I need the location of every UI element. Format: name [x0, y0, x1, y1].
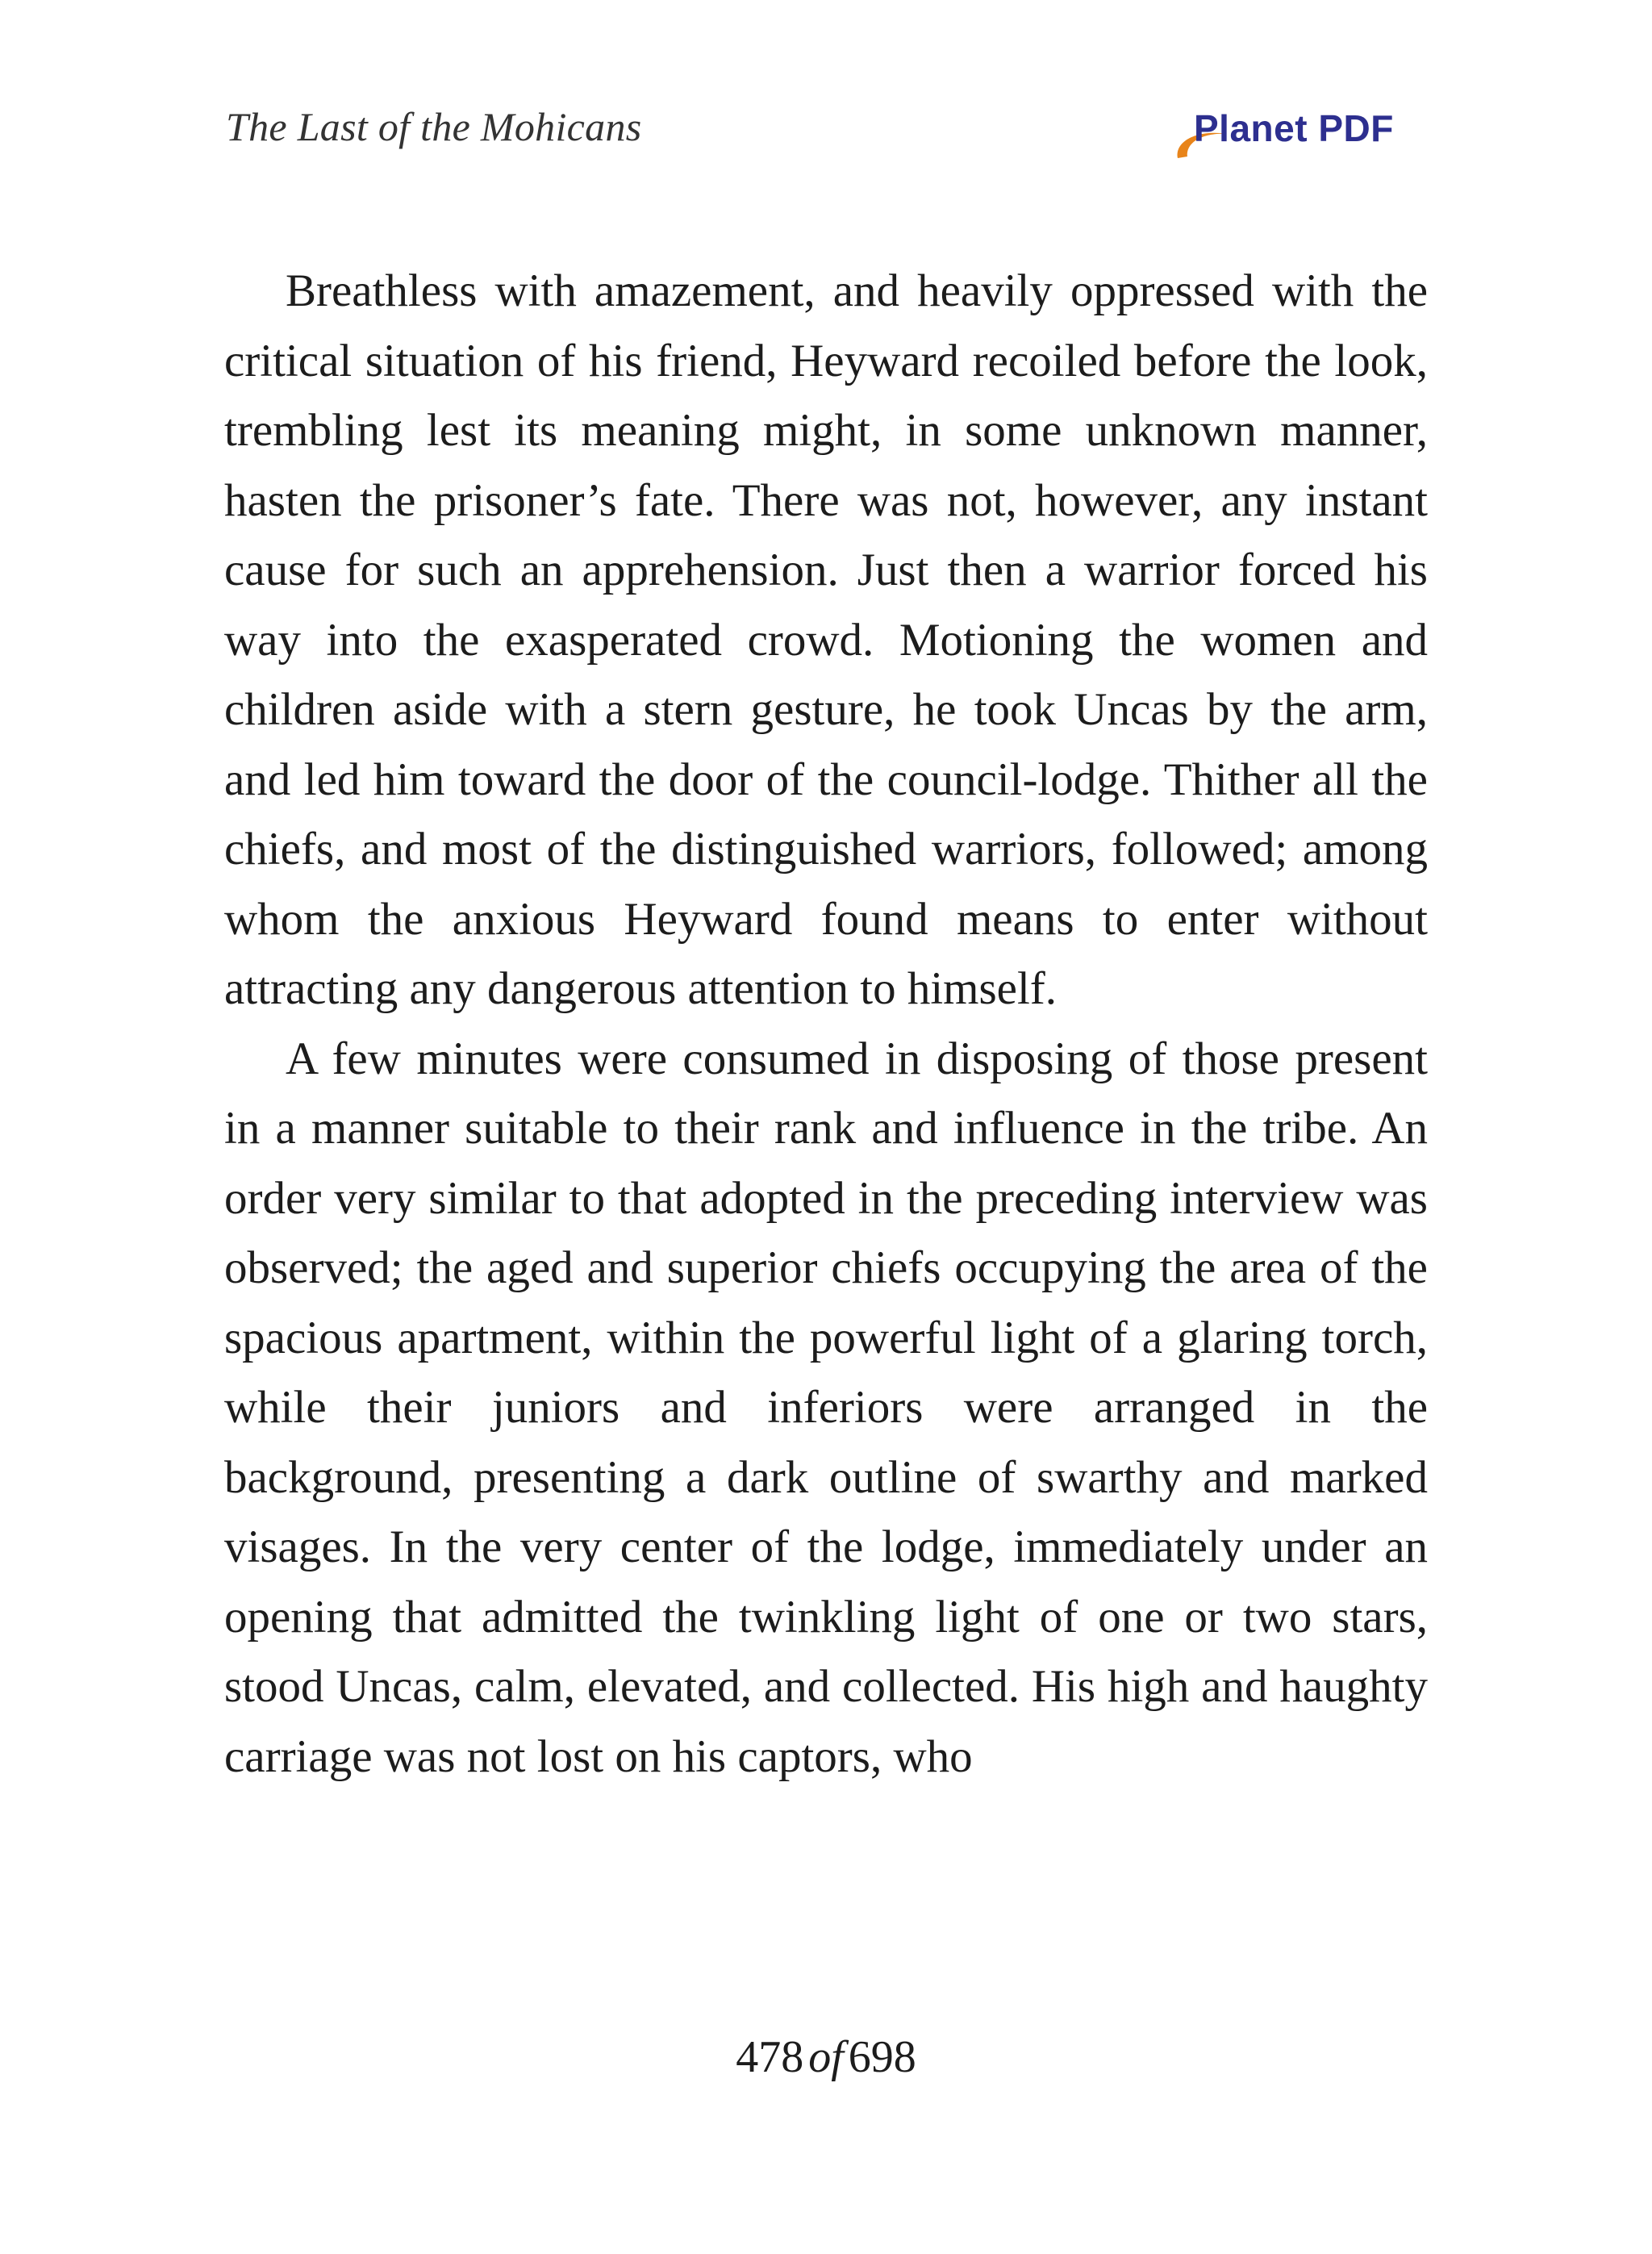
body-text	[224, 257, 1428, 1792]
paragraph-2: A few minutes were consumed in disposing of those present in a manner suitable to their rank and influence in the tribe. An order very similar to that adopted in the preceding interview was observed; the aged and superior chiefs occupying the area of the spacious apartment, within the powerful light of a glaring torch, while their juniors and inferiors were arranged in the background, presenting a dark outline of swarthy and marked visages. In the very center of the lodge, immediately under an opening that admitted the twinkling light of one or two stars, stood Uncas, calm, elevated, and collected. His high and haughty carriage was not lost on his captors, who	[224, 1033, 1428, 1782]
total-pages: 698	[848, 2032, 916, 2082]
logo-text: Planet PDF	[1194, 107, 1394, 149]
planet-pdf-logo	[1171, 106, 1429, 171]
page-number	[0, 2031, 1652, 2083]
page-of-label: of	[808, 2032, 844, 2082]
current-page: 478	[736, 2032, 804, 2082]
running-head-title: The Last of the Mohicans	[226, 104, 642, 149]
paragraph-1: Breathless with amazement, and heavily oppressed with the critical situation of his friend, Heyward recoiled before the look, trembling lest its meaning might, in some unknown manner, hasten the prisoner’s fate. There was not, however, any instant cause for such an apprehension. Just then a warrior forced his way into the exasperated crowd. Motioning the women and children aside with a stern gesture, he took Uncas by the arm, and led him toward the door of the council-lodge. Thither all the chiefs, and most of the distinguished warriors, followed; among whom the anxious Heyward found means to enter without attracting any dangerous attention to himself.	[224, 265, 1428, 1014]
